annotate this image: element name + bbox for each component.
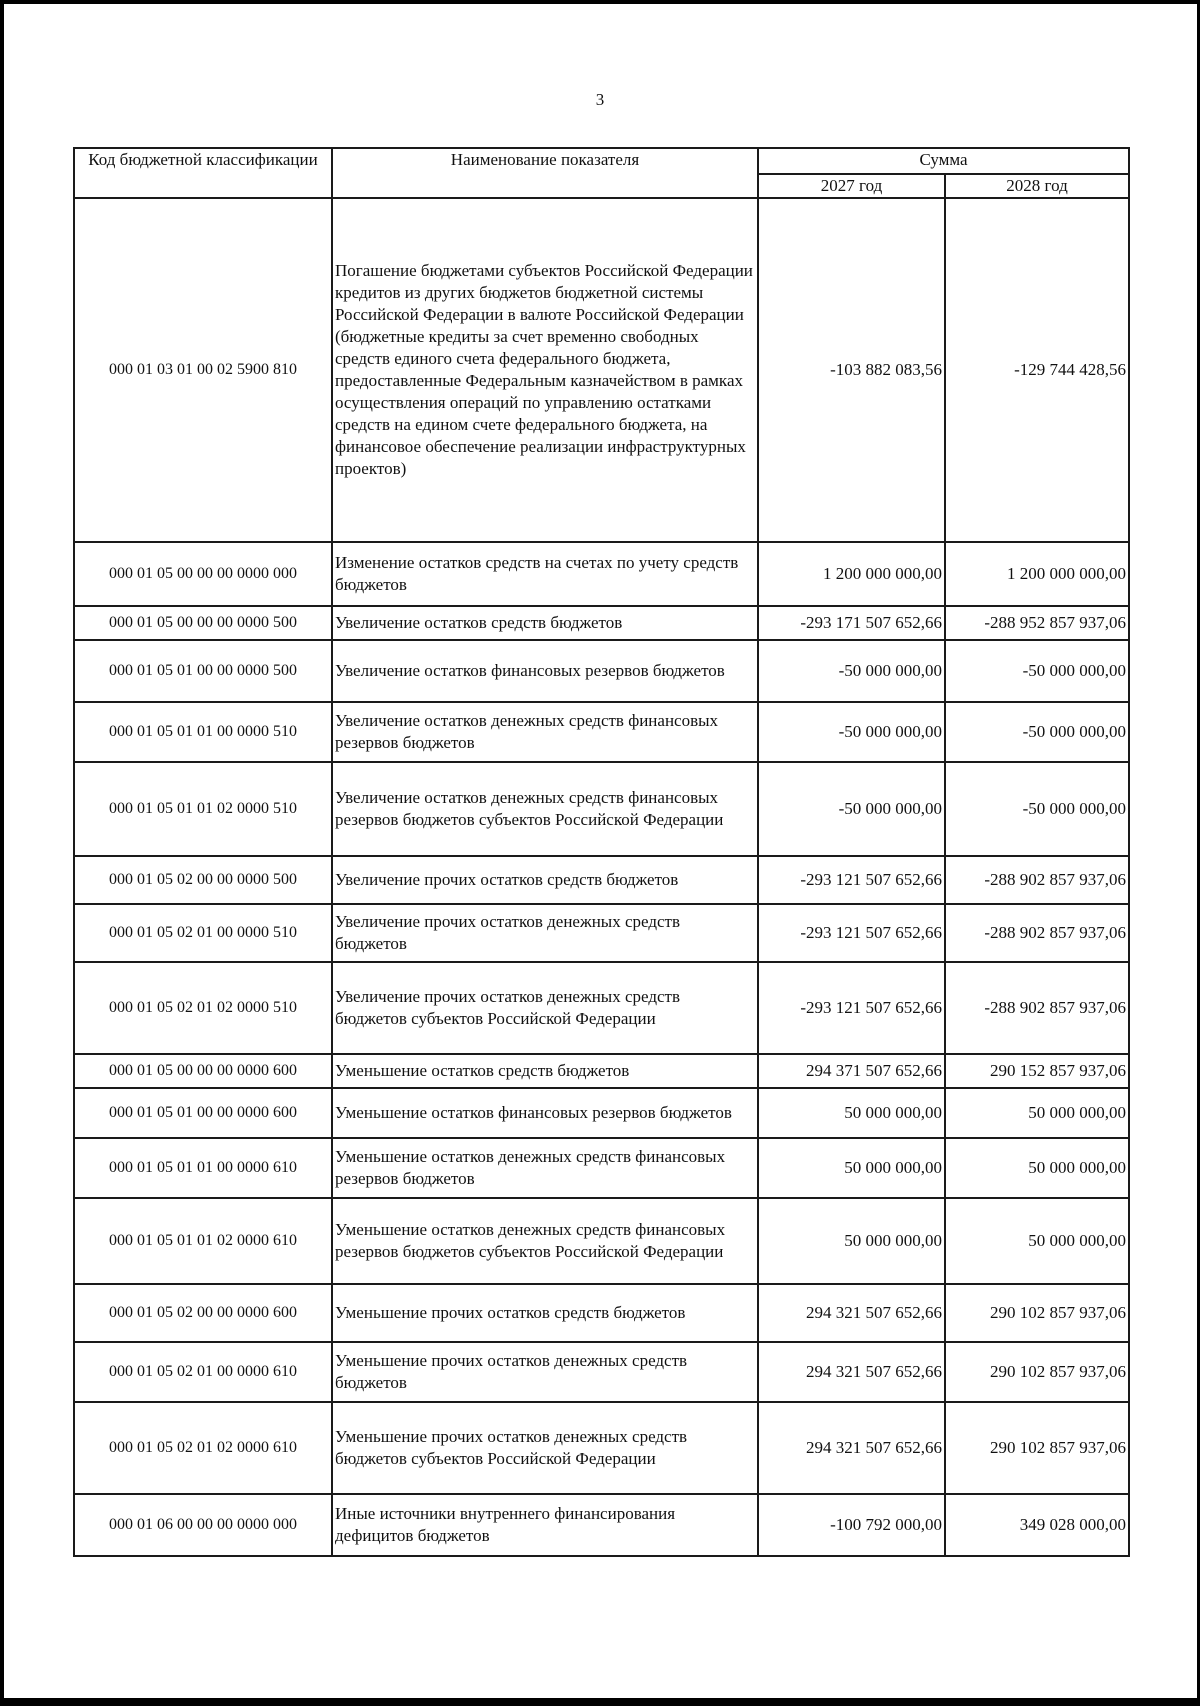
- budget-code-cell: 000 01 05 01 00 00 0000 600: [74, 1088, 332, 1138]
- page-frame-top: [0, 0, 1200, 4]
- amount-2028-cell: -288 902 857 937,06: [945, 856, 1129, 904]
- amount-2027-cell: 50 000 000,00: [758, 1198, 945, 1284]
- budget-code-cell: 000 01 05 02 00 00 0000 600: [74, 1284, 332, 1342]
- amount-2027-cell: -100 792 000,00: [758, 1494, 945, 1556]
- budget-code-cell: 000 01 05 02 01 02 0000 610: [74, 1402, 332, 1494]
- table-row: [74, 1342, 1129, 1402]
- budget-code-cell: 000 01 05 00 00 00 0000 500: [74, 606, 332, 640]
- budget-code-cell: 000 01 05 02 01 02 0000 510: [74, 962, 332, 1054]
- indicator-name-cell: Увеличение прочих остатков средств бюджетов: [332, 856, 758, 904]
- amount-2028-cell: -288 952 857 937,06: [945, 606, 1129, 640]
- amount-2027-cell: -293 121 507 652,66: [758, 856, 945, 904]
- indicator-name-cell: Увеличение остатков денежных средств финансовых резервов бюджетов субъектов Российской Федерации: [332, 762, 758, 856]
- indicator-name-cell: Иные источники внутреннего финансирования дефицитов бюджетов: [332, 1494, 758, 1556]
- amount-2028-cell: 50 000 000,00: [945, 1138, 1129, 1198]
- table-row: [74, 606, 1129, 640]
- indicator-name-cell: Увеличение остатков денежных средств финансовых резервов бюджетов: [332, 702, 758, 762]
- amount-2027-cell: -293 171 507 652,66: [758, 606, 945, 640]
- indicator-name-cell: Уменьшение остатков денежных средств финансовых резервов бюджетов субъектов Российской Федерации: [332, 1198, 758, 1284]
- table-row: [74, 1494, 1129, 1556]
- table-row: [74, 762, 1129, 856]
- amount-2027-cell: -50 000 000,00: [758, 762, 945, 856]
- amount-2028-cell: 349 028 000,00: [945, 1494, 1129, 1556]
- indicator-name-cell: Уменьшение прочих остатков денежных средств бюджетов: [332, 1342, 758, 1402]
- table-header: [74, 148, 1129, 198]
- indicator-name-cell: Уменьшение остатков средств бюджетов: [332, 1054, 758, 1088]
- table-row: [74, 962, 1129, 1054]
- amount-2028-cell: 290 152 857 937,06: [945, 1054, 1129, 1088]
- indicator-name-cell: Изменение остатков средств на счетах по учету средств бюджетов: [332, 542, 758, 606]
- amount-2028-cell: -288 902 857 937,06: [945, 962, 1129, 1054]
- budget-code-cell: 000 01 05 01 00 00 0000 500: [74, 640, 332, 702]
- indicator-name-cell: Увеличение прочих остатков денежных средств бюджетов: [332, 904, 758, 962]
- amount-2028-cell: 290 102 857 937,06: [945, 1402, 1129, 1494]
- amount-2027-cell: -50 000 000,00: [758, 640, 945, 702]
- header-name: Наименование показателя: [332, 148, 758, 198]
- budget-code-cell: 000 01 05 02 01 00 0000 610: [74, 1342, 332, 1402]
- amount-2027-cell: 294 321 507 652,66: [758, 1402, 945, 1494]
- table-row: [74, 542, 1129, 606]
- indicator-name-cell: Уменьшение прочих остатков средств бюджетов: [332, 1284, 758, 1342]
- budget-code-cell: 000 01 05 00 00 00 0000 000: [74, 542, 332, 606]
- budget-code-cell: 000 01 06 00 00 00 0000 000: [74, 1494, 332, 1556]
- budget-code-cell: 000 01 03 01 00 02 5900 810: [74, 198, 332, 542]
- amount-2028-cell: 290 102 857 937,06: [945, 1284, 1129, 1342]
- budget-code-cell: 000 01 05 02 01 00 0000 510: [74, 904, 332, 962]
- amount-2028-cell: 50 000 000,00: [945, 1198, 1129, 1284]
- page-frame-left: [0, 0, 4, 1706]
- amount-2027-cell: 50 000 000,00: [758, 1088, 945, 1138]
- amount-2028-cell: -288 902 857 937,06: [945, 904, 1129, 962]
- page-frame-bottom: [0, 1698, 1200, 1706]
- amount-2027-cell: -293 121 507 652,66: [758, 962, 945, 1054]
- indicator-name-cell: Погашение бюджетами субъектов Российской Федерации кредитов из других бюджетов бюджетной системы Российской Федерации в валюте Российской Федерации (бюджетные кредиты за счет временно свободных средств единого счета федерального бюджета, предоставленные Федеральным казначейством в рамках осуществления операций по управлению остатками средств на едином счете федерального бюджета, на финансовое обеспечение реализации инфраструктурных проектов): [332, 198, 758, 542]
- page-number: 3: [595, 90, 605, 109]
- amount-2027-cell: -103 882 083,56: [758, 198, 945, 542]
- indicator-name-cell: Увеличение остатков средств бюджетов: [332, 606, 758, 640]
- table-row: [74, 1138, 1129, 1198]
- indicator-name-cell: Уменьшение прочих остатков денежных средств бюджетов субъектов Российской Федерации: [332, 1402, 758, 1494]
- budget-code-cell: 000 01 05 02 00 00 0000 500: [74, 856, 332, 904]
- header-code: Код бюджетной классификации: [74, 148, 332, 198]
- table-row: [74, 1054, 1129, 1088]
- amount-2027-cell: 1 200 000 000,00: [758, 542, 945, 606]
- amount-2027-cell: 294 321 507 652,66: [758, 1284, 945, 1342]
- budget-code-cell: 000 01 05 00 00 00 0000 600: [74, 1054, 332, 1088]
- amount-2027-cell: 50 000 000,00: [758, 1138, 945, 1198]
- table-row: [74, 198, 1129, 542]
- amount-2028-cell: -50 000 000,00: [945, 702, 1129, 762]
- indicator-name-cell: Увеличение остатков финансовых резервов бюджетов: [332, 640, 758, 702]
- header-year-2027: 2027 год: [758, 174, 945, 198]
- table-row: [74, 1402, 1129, 1494]
- header-year-2028: 2028 год: [945, 174, 1129, 198]
- header-sum: Сумма: [758, 148, 1129, 174]
- table-row: [74, 904, 1129, 962]
- budget-code-cell: 000 01 05 01 01 02 0000 610: [74, 1198, 332, 1284]
- amount-2027-cell: -50 000 000,00: [758, 702, 945, 762]
- budget-sources-table: [73, 147, 1130, 1557]
- indicator-name-cell: Уменьшение остатков денежных средств финансовых резервов бюджетов: [332, 1138, 758, 1198]
- amount-2027-cell: 294 321 507 652,66: [758, 1342, 945, 1402]
- budget-code-cell: 000 01 05 01 01 02 0000 510: [74, 762, 332, 856]
- amount-2028-cell: 290 102 857 937,06: [945, 1342, 1129, 1402]
- amount-2028-cell: -50 000 000,00: [945, 640, 1129, 702]
- table-row: [74, 856, 1129, 904]
- budget-code-cell: 000 01 05 01 01 00 0000 510: [74, 702, 332, 762]
- amount-2027-cell: 294 371 507 652,66: [758, 1054, 945, 1088]
- table-row: [74, 702, 1129, 762]
- amount-2027-cell: -293 121 507 652,66: [758, 904, 945, 962]
- amount-2028-cell: -129 744 428,56: [945, 198, 1129, 542]
- table-row: [74, 1198, 1129, 1284]
- amount-2028-cell: 50 000 000,00: [945, 1088, 1129, 1138]
- indicator-name-cell: Уменьшение остатков финансовых резервов бюджетов: [332, 1088, 758, 1138]
- table-body: [74, 198, 1129, 1556]
- amount-2028-cell: -50 000 000,00: [945, 762, 1129, 856]
- table-row: [74, 1284, 1129, 1342]
- table-row: [74, 640, 1129, 702]
- amount-2028-cell: 1 200 000 000,00: [945, 542, 1129, 606]
- indicator-name-cell: Увеличение прочих остатков денежных средств бюджетов субъектов Российской Федерации: [332, 962, 758, 1054]
- table-row: [74, 1088, 1129, 1138]
- budget-code-cell: 000 01 05 01 01 00 0000 610: [74, 1138, 332, 1198]
